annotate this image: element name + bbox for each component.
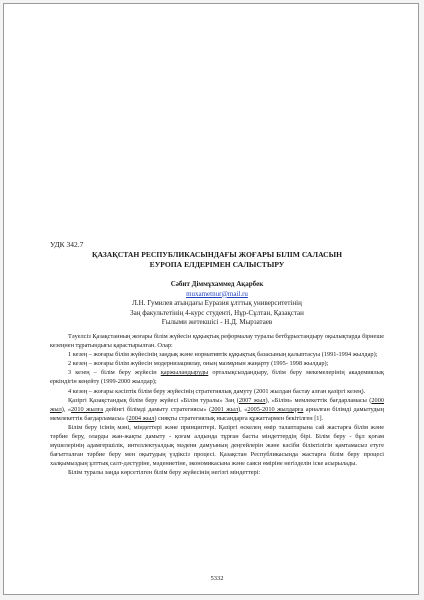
paragraph: 1 кезең – жоғары білім жүйесінің заңдық және нормативтік құқықтық базасының қалыптасуы (1991-1994 жылдар); <box>68 351 378 359</box>
document-page <box>3 3 419 595</box>
page-content <box>50 4 384 596</box>
paragraph: Білім беру ісінің мәні, міндеттері және принциптері. Қазіргі өскелең өмір талаптарына сай жастарға білім және тәрбие беру, оларды жан-жақты дамыту - қоғам алдында тұрған басты міндеттердің бірі. Білім беру - бұл қоғам мүшелерінің адамгершілік, интеллектуалдық мәдени дамуының деңгейлерін және кәсіби біліктілігін қамтамасыз етуге бағытталған тәрбие беру мен оқытудың үздіксіз процесі. Қазақстан Республикасында жастарға білім беру процесі халқымыздың ұлттық салт-дәстүріне, мәдениетіне, экономикасына және саяси өміріне негізделін іске асырылады. <box>50 423 384 468</box>
title-line-1: ҚАЗАҚСТАН РЕСПУБЛИКАСЫНДАҒЫ ЖОҒАРЫ БІЛІМ САЛАСЫН <box>91 250 343 259</box>
paragraph: Білім туралы заңда көрсетілген білім беру жүйесінің негізгі міндеттері: <box>68 469 261 477</box>
body-text <box>50 332 384 478</box>
paper-title <box>50 250 384 270</box>
author-email-link[interactable]: muxametnur@mail.ru <box>186 289 248 298</box>
page-number: 5332 <box>210 575 224 582</box>
paragraph: 3 кезең – білім беру жүйесін қаржыландыруды орталықсыздандыру, білім беру мекемелерінің академиялық еркіндігін кеңейту (1999-2000 жылдар); <box>50 369 384 386</box>
paragraph: Қазіргі Қазақстандық білім беру жүйесі «Білім туралы» Заң (2007 жыл), «Білім» мемлекеттік бағдарламасы (2000 жыл), «2010 жылға дейінгі білімді дамыту стратегиясы» (2001 жыл), «2005-2010 жылдарға арналған білімді дамытудың мемлекеттік бағдарламасы» (2004 жыл) сияқты стратегиялық нысандарға құжаттармен бекітілген [1]. <box>50 396 384 422</box>
paragraph: 2 кезең – жоғары білім жүйесін модернизациялау, оның мазмұнын жаңарту (1995- 1998 жылдар); <box>68 360 329 368</box>
author-name: Сәбит Діммұхаммед Ақарбек <box>170 280 264 288</box>
udk-code: УДК 342.7 <box>50 240 84 249</box>
paragraph: 4 кезең – жоғары кәсіптік білім беру жүйесінің стратегиялық дамуту (2001 жылдан бастау алған қазіргі кезең). <box>68 387 366 395</box>
author-supervisor: Ғылыми жетекшісі - Н.Д. Мырзатаев <box>161 318 273 327</box>
paragraph: Тәуелсіз Қазақстанның жоғары білім жүйесін құқықтық реформалау туралы бетбұрыстандыру оқылықтарда бірнеше кезеңнен тұратындығы қарастырылған. Олар: <box>50 333 384 350</box>
title-line-2: ЕУРОПА ЕЛДЕРІМЕН САЛЫСТЫРУ <box>149 260 285 269</box>
author-affiliation-1: Л.Н. Гумилев атындағы Еуразия ұлттық университетінің <box>132 299 302 308</box>
author-block <box>50 280 384 328</box>
author-affiliation-2: Заң факультетінің 4-курс студенті, Нұр-Сұлтан, Қазақстан <box>130 308 304 317</box>
